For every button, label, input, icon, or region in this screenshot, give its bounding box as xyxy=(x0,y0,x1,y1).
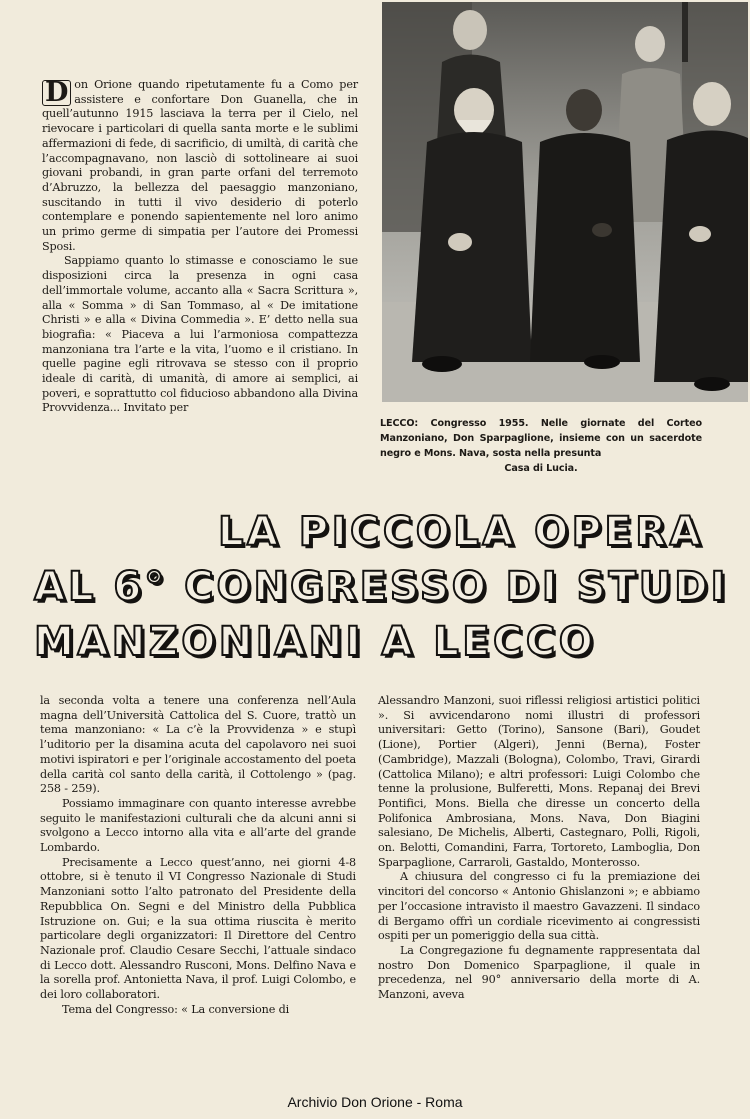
article-headline xyxy=(34,505,729,670)
headline-line-2: AL 6° CONGRESSO DI STUDI xyxy=(34,564,729,610)
caption-text: LECCO: Congresso 1955. Nelle giornate del Corteo Manzoniano, Don Sparpaglione, insieme con un sacerdote negro e Mons. Nava, sosta nella presunta xyxy=(380,418,702,459)
left-paragraph-1: la seconda volta a tenere una conferenza nell’Aula magna dell’Università Cattolica del S. Cuore, trattò un tema manzoniano: « La c’è la Provvidenza » e stupì l’uditorio per la disamina acuta del capolavoro nei suoi motivi ispiratori e per l’originale accostamento del poeta della carità col santo della carità, il Cottolengo » (pag. 258 - 259). xyxy=(40,694,356,796)
drop-cap: D xyxy=(42,80,71,106)
intro-paragraph-1: D on Orione quando ripetutamente fu a Como per assistere e confortare Don Guanella, che in quell’autunno 1915 lasciava la terra per il Cielo, nel rievocare i particolari di quella santa morte e le sublimi affermazioni di fede, di sacrificio, di umiltà, di carità che l’accompagnavano, non lasciò di sottolineare ai suoi giovani probandi, in gran parte orfani del terremoto d’Abruzzo, la bellezza del paesaggio manzoniano, suscitando in tutti il vivo desiderio di poterlo contemplare e ponendo sapientemente nel loro animo un primo germe di simpatia per l’autore dei Promessi Sposi. xyxy=(42,77,358,253)
right-paragraph-1: Alessandro Manzoni, suoi riflessi religiosi artistici politici ». Si avvicendarono nomi illustri di professori universitari: Getto (Torino), Sansone (Bari), Goudet (Lione), Portier (Algeri), Jenni (Berna), Foster (Cambridge), Mazzali (Bologna), Colombo, Travi, Girardi (Cattolica Milano); e altri professori: Luigi Colombo che tenne la prolusione, Bulferetti, Mons. Repanaj dei Brevi Pontifici, Mons. Biella che diresse un concerto della Polifonica Ambrosiana, Mons. Nava, Don Biagini salesiano, De Michelis, Alberti, Castegnaro, Polli, Rigoli, on. Belotti, Comandini, Farra, Tortoreto, Lamboglia, Don Sparpaglione, Carraroli, Gastaldo, Monterosso. xyxy=(378,694,700,869)
intro-paragraph-2: Sappiamo quanto lo stimasse e conosciamo le sue disposizioni circa la presenza in ogni casa dell’immortale volume, accanto alla « Sacra Scrittura », alla « Somma » di San Tommaso, al « De imitatione Christi » e alla « Divina Commedia ». E’ detto nella sua biografia: « Piaceva a lui l’armoniosa compattezza manzoniana tra l’arte e la vita, l’uomo e il cristiano. In quelle pagine egli ritrovava se stesso con il proprio ideale di carità, di umanità, di amore ai semplici, ai poveri, e soprattutto col fiducioso abbandono alla Divina Provvidenza... Invitato per xyxy=(42,254,358,415)
body-column-left xyxy=(40,694,356,1017)
archive-footer: Archivio Don Orione - Roma xyxy=(287,1094,463,1110)
photo-illustration xyxy=(382,2,748,402)
intro-column xyxy=(42,78,358,416)
caption-last-line: Casa di Lucia. xyxy=(504,463,578,474)
photo-caption xyxy=(380,416,702,476)
body-column-right xyxy=(378,694,700,1003)
headline-line-3: MANZONIANI A LECCO xyxy=(34,619,597,665)
left-paragraph-4: Tema del Congresso: « La conversione di xyxy=(62,1002,290,1016)
left-paragraph-2: Possiamo immaginare con quanto interesse avrebbe seguito le manifestazioni culturali che da alcuni anni si svolgono a Lecco intorno alla vita e all’arte del grande Lombardo. xyxy=(40,796,356,855)
right-paragraph-2: A chiusura del congresso ci fu la premiazione dei vincitori del concorso « Antonio Ghislanzoni »; e abbiamo per l’occasione intravisto il maestro Gavazzeni. Il sindaco di Bergamo offrì un cordiale ricevimento ai congressisti ospiti per un pomeriggio della sua città. xyxy=(378,870,700,943)
right-paragraph-3: La Congregazione fu degnamente rappresentata dal nostro Don Domenico Sparpaglione, il quale in precedenza, nel 90° anniversario della morte di A. Manzoni, aveva xyxy=(378,943,700,1002)
left-paragraph-3: Precisamente a Lecco quest’anno, nei giorni 4-8 ottobre, si è tenuto il VI Congresso Nazionale di Studi Manzoniani sotto l’alto patronato del Presidente della Repubblica On. Segni e del Ministro della Pubblica Istruzione on. Gui; e la sua ottima riuscita è merito particolare degli organizzatori: Il Direttore del Centro Nazionale prof. Claudio Cesare Secchi, l’attuale sindaco di Lecco dott. Alessandro Rusconi, Mons. Delfino Nava e la sorella prof. Antonietta Nava, il prof. Luigi Colombo, e dei loro collaboratori. xyxy=(40,855,356,1002)
group-photograph xyxy=(382,2,748,402)
headline-line-1: LA PICCOLA OPERA xyxy=(217,509,704,555)
